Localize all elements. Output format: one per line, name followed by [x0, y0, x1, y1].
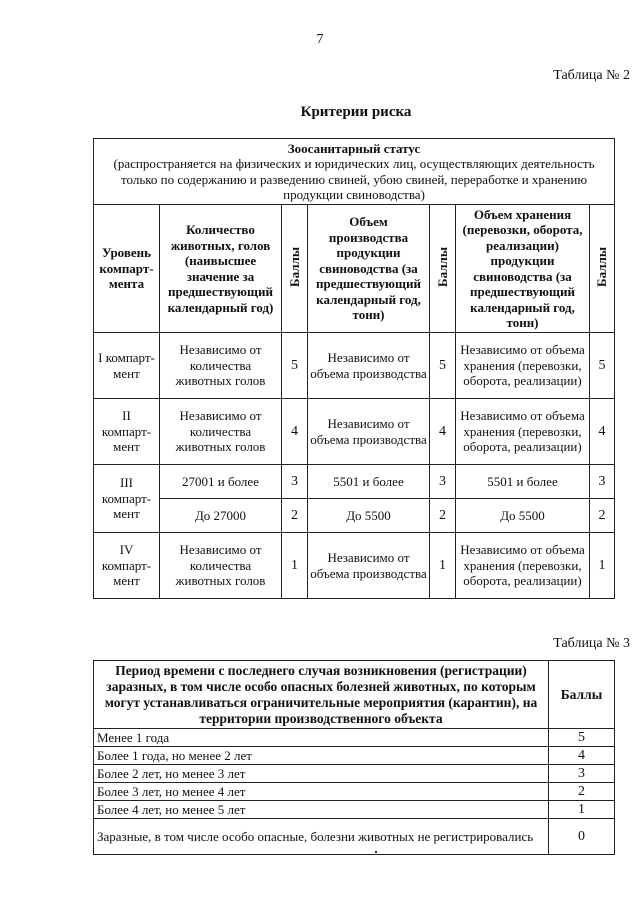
storage-cell: 5501 и более: [456, 465, 590, 499]
storage-cell: Независимо от объема хранения (перевозки, оборота, реализации): [456, 399, 590, 465]
storage-cell: До 5500: [456, 499, 590, 533]
table-row: [94, 747, 615, 765]
points-cell: 0: [549, 819, 615, 855]
period-cell: Менее 1 года: [94, 729, 549, 747]
production-cell: 5501 и более: [308, 465, 430, 499]
count-cell: 27001 и более: [160, 465, 282, 499]
points-cell: 2: [430, 499, 456, 533]
table-2-label: Таблица № 2: [553, 68, 630, 83]
level-cell: III компарт-мент: [94, 465, 160, 533]
production-cell: Независимо от объема производства: [308, 333, 430, 399]
points-cell: 5: [282, 333, 308, 399]
points-cell: 1: [430, 533, 456, 599]
points-cell: 5: [590, 333, 615, 399]
col-points: Баллы: [549, 661, 615, 729]
points-cell: 1: [549, 801, 615, 819]
table-row: [94, 465, 615, 499]
table-row: [94, 729, 615, 747]
points-cell: 1: [282, 533, 308, 599]
points-cell: 2: [549, 783, 615, 801]
table-row: [94, 801, 615, 819]
col-period: Период времени с последнего случая возникновения (регистрации) заразных, в том числе особо опасных болезней животных, по которым могут устанавливаться ограничительные мероприятия (карантин), на территории производственного объекта: [94, 661, 549, 729]
points-cell: 4: [282, 399, 308, 465]
table-row: [94, 765, 615, 783]
col-points-2: Баллы: [430, 205, 456, 333]
points-cell: 1: [590, 533, 615, 599]
points-cell: 3: [590, 465, 615, 499]
count-cell: Независимо от количества животных голов: [160, 399, 282, 465]
production-cell: До 5500: [308, 499, 430, 533]
level-cell: II компарт-мент: [94, 399, 160, 465]
points-cell: 4: [549, 747, 615, 765]
table-3-label: Таблица № 3: [553, 636, 630, 651]
period-cell: Более 2 лет, но менее 3 лет: [94, 765, 549, 783]
period-cell: Заразные, в том числе особо опасные, болезни животных не регистрировались: [94, 819, 549, 855]
col-level: Уровень компарт-мента: [94, 205, 160, 333]
zoosanitary-status-header: [94, 139, 615, 205]
period-cell: Более 4 лет, но менее 5 лет: [94, 801, 549, 819]
scan-speck: [375, 851, 377, 853]
col-production: Объем производства продукции свиноводства (за предшествующий календарный год, тонн): [308, 205, 430, 333]
count-cell: Независимо от количества животных голов: [160, 333, 282, 399]
disease-period-table: [93, 660, 615, 855]
table-row: [94, 783, 615, 801]
storage-cell: Независимо от объема хранения (перевозки, оборота, реализации): [456, 333, 590, 399]
points-cell: 5: [549, 729, 615, 747]
col-points-3: Баллы: [590, 205, 615, 333]
points-cell: 5: [430, 333, 456, 399]
points-cell: 2: [590, 499, 615, 533]
production-cell: Независимо от объема производства: [308, 533, 430, 599]
status-title: Зоосанитарный статус: [287, 140, 421, 156]
table-row: [94, 499, 615, 533]
risk-criteria-table: [93, 138, 615, 599]
page-number: 7: [316, 32, 324, 47]
level-cell: I компарт-мент: [94, 333, 160, 399]
table-row: [94, 399, 615, 465]
count-cell: Независимо от количества животных голов: [160, 533, 282, 599]
col-points-1: Баллы: [282, 205, 308, 333]
col-animal-count: Количество животных, голов (наивысшее значение за предшествующий календарный год): [160, 205, 282, 333]
points-cell: 3: [430, 465, 456, 499]
col-storage: Объем хранения (перевозки, оборота, реализации) продукции свиноводства (за предшествующий календарный год, тонн): [456, 205, 590, 333]
level-cell: IV компарт-мент: [94, 533, 160, 599]
risk-criteria-heading: Критерии риска: [300, 104, 412, 120]
period-cell: Более 3 лет, но менее 4 лет: [94, 783, 549, 801]
table-row: [94, 333, 615, 399]
period-cell: Более 1 года, но менее 2 лет: [94, 747, 549, 765]
points-cell: 3: [549, 765, 615, 783]
points-cell: 3: [282, 465, 308, 499]
table-row: [94, 533, 615, 599]
points-cell: 2: [282, 499, 308, 533]
status-text: (распространяется на физических и юридических лиц, осуществляющих деятельность только по содержанию и разведению свиней, убою свиней, переработке и хранению продукции свиноводства): [113, 156, 595, 202]
points-cell: 4: [590, 399, 615, 465]
table-row: [94, 819, 615, 855]
production-cell: Независимо от объема производства: [308, 399, 430, 465]
storage-cell: Независимо от объема хранения (перевозки, оборота, реализации): [456, 533, 590, 599]
points-cell: 4: [430, 399, 456, 465]
count-cell: До 27000: [160, 499, 282, 533]
